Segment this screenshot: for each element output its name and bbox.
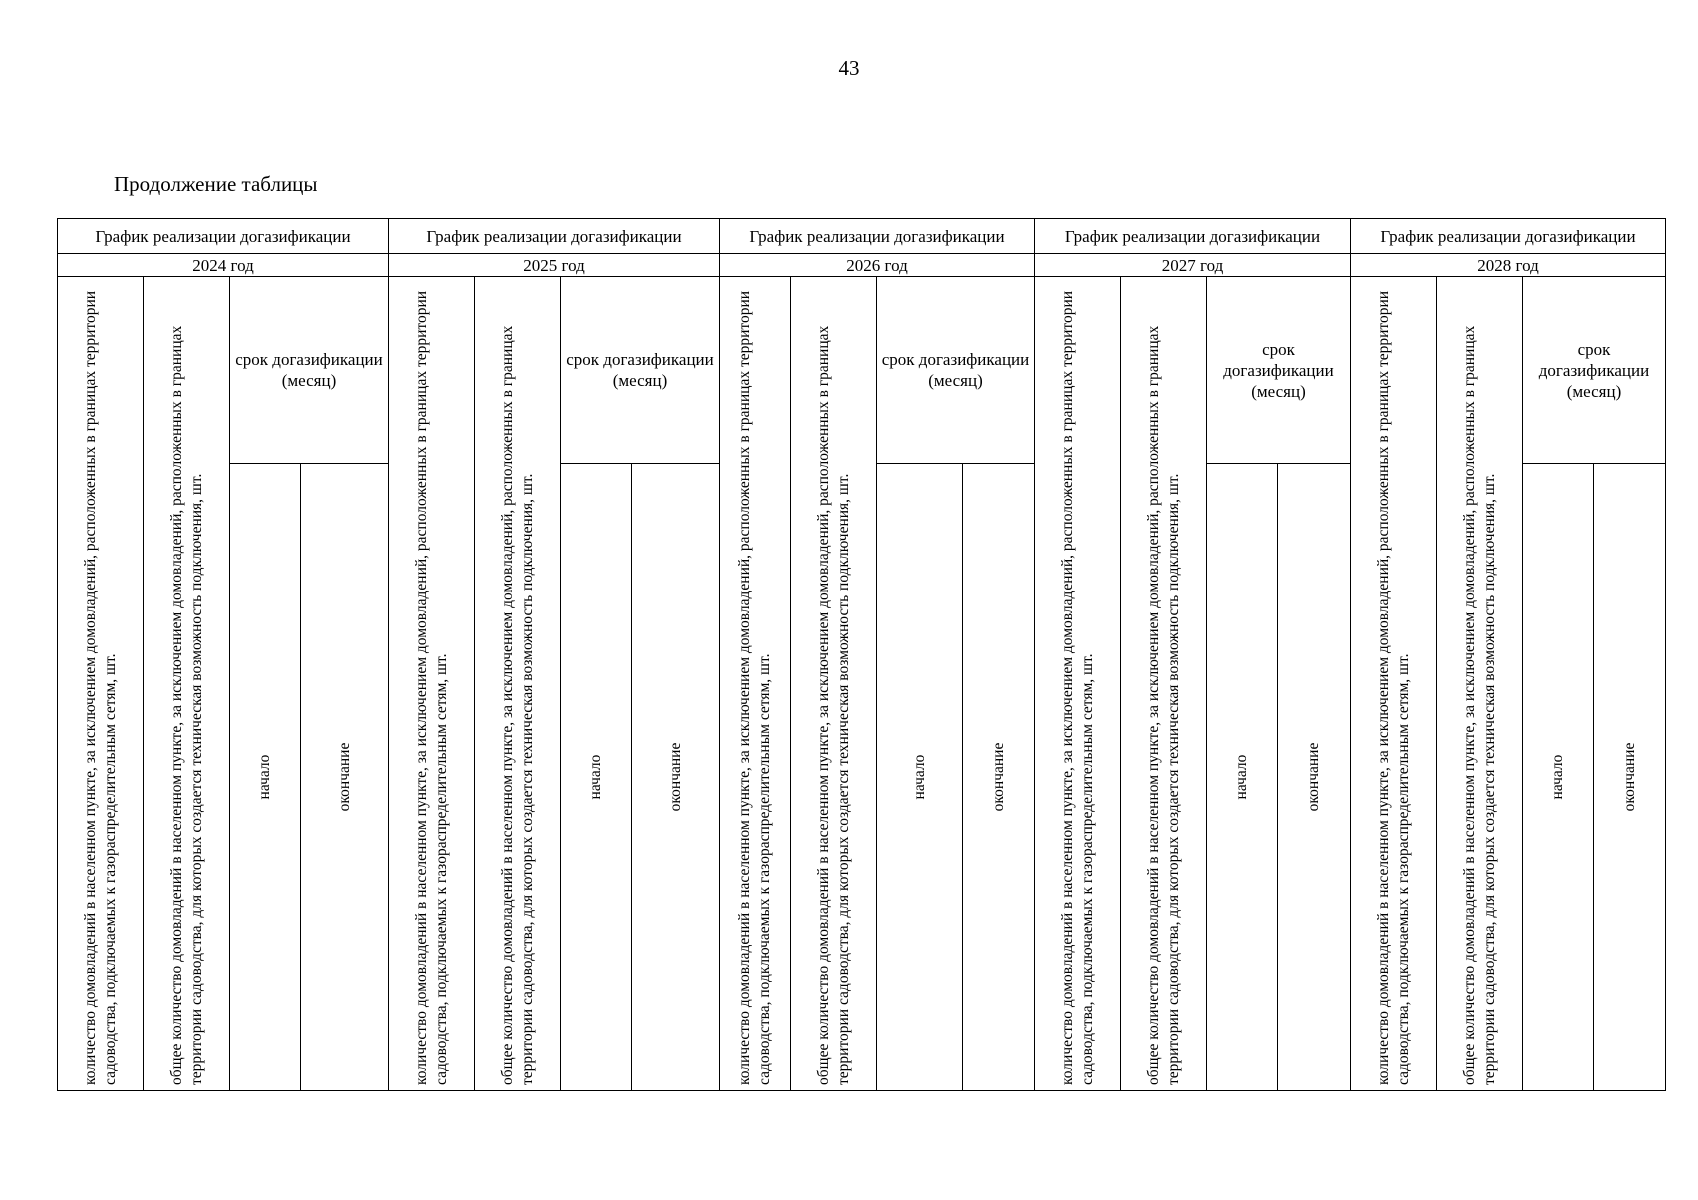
households-text: количество домовладений в населенном пункте, за исключением домовладений, расположенных в границах территории садоводства, подключаемых к газораспределительным сетям, шт. <box>736 290 773 1085</box>
page-number: 43 <box>838 56 860 80</box>
deadline-header-2027: срок догазификации (месяц) <box>1207 277 1351 464</box>
end-header-2024 <box>301 464 389 1091</box>
table-caption: Продолжение таблицы <box>114 172 318 196</box>
households-header-2026 <box>720 277 791 1091</box>
households-text: количество домовладений в населенном пункте, за исключением домовладений, расположенных в границах территории садоводства, подключаемых к газораспределительным сетям, шт. <box>1374 290 1412 1085</box>
end-label: окончание <box>1620 742 1638 812</box>
total-text: общее количество домовладений в населенном пункте, за исключением домовладений, расположенных в границах территории садоводства, для которых создается техническая возможность подключения, шт. <box>1144 325 1182 1085</box>
block-header-2024: График реализации догазификации <box>58 219 389 254</box>
households-text: количество домовладений в населенном пункте, за исключением домовладений, расположенных в границах территории садоводства, подключаемых к газораспределительным сетям, шт. <box>81 290 119 1085</box>
deadline-header-2028: срок догазификации (месяц) <box>1523 277 1666 464</box>
start-label: начало <box>1233 754 1250 800</box>
end-label: окончание <box>989 742 1007 812</box>
total-header-2026 <box>791 277 877 1091</box>
schedule-table <box>57 218 1666 1091</box>
households-header-2025 <box>389 277 475 1091</box>
total-header-2025 <box>475 277 561 1091</box>
start-header-2027 <box>1207 464 1278 1091</box>
households-header-2027 <box>1035 277 1121 1091</box>
year-2027: 2027 год <box>1035 254 1351 277</box>
end-label: окончание <box>1305 742 1322 812</box>
start-header-2024 <box>230 464 301 1091</box>
total-text: общее количество домовладений в населенном пункте, за исключением домовладений, расположенных в границах территории садоводства, для которых создается техническая возможность подключения, шт. <box>1460 325 1498 1085</box>
block-header-2028: График реализации догазификации <box>1351 219 1666 254</box>
households-text: количество домовладений в населенном пункте, за исключением домовладений, расположенных в границах территории садоводства, подключаемых к газораспределительным сетям, шт. <box>412 290 450 1085</box>
end-header-2026 <box>963 464 1035 1091</box>
start-label: начало <box>910 754 928 800</box>
end-header-2027 <box>1278 464 1351 1091</box>
end-label: окончание <box>666 742 684 812</box>
start-header-2026 <box>877 464 963 1091</box>
block-header-2025: График реализации догазификации <box>389 219 720 254</box>
start-label: начало <box>1549 754 1566 800</box>
start-header-2025 <box>561 464 632 1091</box>
households-header-2024 <box>58 277 144 1091</box>
total-text: общее количество домовладений в населенном пункте, за исключением домовладений, расположенных в границах территории садоводства, для которых создается техническая возможность подключения, шт. <box>498 325 536 1085</box>
end-label: окончание <box>335 742 353 812</box>
year-2024: 2024 год <box>58 254 389 277</box>
start-label: начало <box>587 754 604 800</box>
total-text: общее количество домовладений в населенном пункте, за исключением домовладений, расположенных в границах территории садоводства, для которых создается техническая возможность подключения, шт. <box>167 325 205 1085</box>
total-header-2028 <box>1437 277 1523 1091</box>
deadline-header-2026: срок догазификации (месяц) <box>877 277 1035 464</box>
deadline-header-2025: срок догазификации (месяц) <box>561 277 720 464</box>
households-text: количество домовладений в населенном пункте, за исключением домовладений, расположенных в границах территории садоводства, подключаемых к газораспределительным сетям, шт. <box>1058 290 1096 1085</box>
total-header-2027 <box>1121 277 1207 1091</box>
total-header-2024 <box>144 277 230 1091</box>
end-header-2028 <box>1594 464 1666 1091</box>
year-2025: 2025 год <box>389 254 720 277</box>
start-header-2028 <box>1523 464 1594 1091</box>
start-label: начало <box>256 754 273 800</box>
end-header-2025 <box>632 464 720 1091</box>
year-2026: 2026 год <box>720 254 1035 277</box>
deadline-header-2024: срок догазификации (месяц) <box>230 277 389 464</box>
total-text: общее количество домовладений в населенном пункте, за исключением домовладений, расположенных в границах территории садоводства, для которых создается техническая возможность подключения, шт. <box>814 325 852 1085</box>
block-header-2027: График реализации догазификации <box>1035 219 1351 254</box>
households-header-2028 <box>1351 277 1437 1091</box>
year-2028: 2028 год <box>1351 254 1666 277</box>
block-header-2026: График реализации догазификации <box>720 219 1035 254</box>
